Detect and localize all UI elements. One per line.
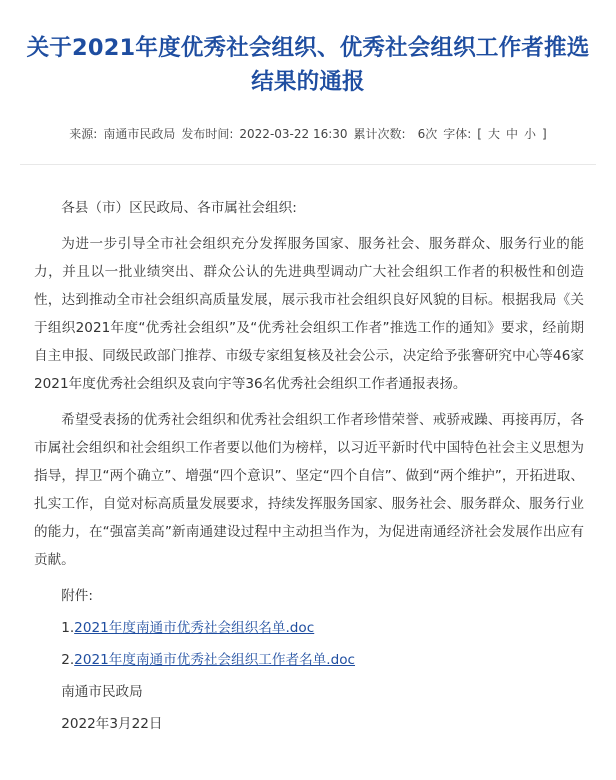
published-label: 发布时间: xyxy=(181,127,234,141)
article-meta xyxy=(0,124,616,144)
source-value: 南通市民政局 xyxy=(103,127,176,141)
attachment-item xyxy=(34,614,584,642)
font-size-label: 字体: xyxy=(443,127,472,141)
font-bracket-close: ] xyxy=(542,127,547,141)
attachment-prefix: 1. xyxy=(61,620,75,636)
attachment-link[interactable]: 2021年度南通市优秀社会组织名单.doc xyxy=(74,620,315,636)
body-paragraph: 为进一步引导全市社会组织充分发挥服务国家、服务社会、服务群众、服务行业的能力，并且以一批业绩突出、群众公认的先进典型调动广大社会组织工作者的积极性和创造性，达到推动全市社会组织高质量发展，展示我市社会组织良好风貌的目标。根据我局《关于组织2021年度“优秀社会组织”及“优秀社会组织工作者”推选工作的通知》要求，经前期自主申报、同级民政部门推荐、市级专家组复核及社会公示，决定给予张謇研究中心等46家2021年度优秀社会组织及袁向宇等36名优秀社会组织工作者通报表扬。 xyxy=(34,236,584,392)
font-small-link[interactable]: 小 xyxy=(524,127,537,141)
attachments-label: 附件: xyxy=(61,588,93,604)
font-medium-link[interactable]: 中 xyxy=(505,127,518,141)
header-divider xyxy=(20,164,596,165)
attachment-prefix: 2. xyxy=(61,652,75,668)
body-paragraph: 希望受表扬的优秀社会组织和优秀社会组织工作者珍惜荣誉、戒骄戒躁、再接再厉，各市属社会组织和社会组织工作者要以他们为榜样，以习近平新时代中国特色社会主义思想为指导，捍卫“两个确立”、增强“四个意识”、坚定“四个自信”、做到“两个维护”，开拓进取、扎实工作，自觉对标高质量发展要求，持续发挥服务国家、服务社会、服务群众、服务行业的能力，在“强富美高”新南通建设过程中主动担当作为，为促进南通经济社会发展作出应有贡献。 xyxy=(34,412,584,568)
font-size-control xyxy=(477,127,546,141)
views-label: 累计次数: xyxy=(353,127,406,141)
source-label: 来源: xyxy=(69,127,98,141)
published-value: 2022-03-22 16:30 xyxy=(239,127,348,141)
font-bracket-open: [ xyxy=(477,127,482,141)
article-body xyxy=(34,194,584,742)
salutation: 各县（市）区民政局、各市属社会组织: xyxy=(61,200,297,216)
attachment-link[interactable]: 2021年度南通市优秀社会组织工作者名单.doc xyxy=(74,652,356,668)
article-title: 关于2021年度优秀社会组织、优秀社会组织工作者推选结果的通报 xyxy=(26,35,590,95)
signature-date: 2022年3月22日 xyxy=(61,716,163,732)
attachment-item xyxy=(34,646,584,674)
views-value: 6次 xyxy=(417,127,438,141)
signature: 南通市民政局 xyxy=(61,684,143,700)
font-large-link[interactable]: 大 xyxy=(487,127,500,141)
